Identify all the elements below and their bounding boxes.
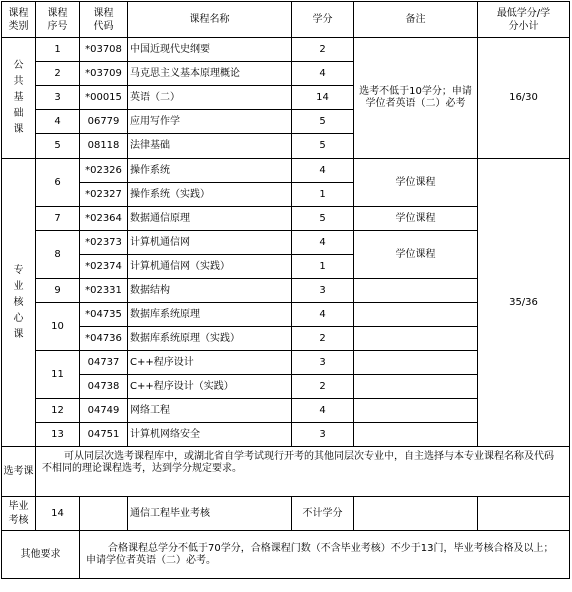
row-seq: 5 (36, 134, 80, 159)
row-code: *03709 (80, 62, 128, 86)
header-seq: 课程序号 (36, 2, 80, 38)
remark-empty (354, 327, 478, 351)
row-credit: 2 (292, 327, 354, 351)
row-code: *03708 (80, 38, 128, 62)
row-name: 计算机通信网（实践） (128, 255, 292, 279)
row-seq: 9 (36, 279, 80, 303)
row-seq: 10 (36, 303, 80, 351)
row-name: 中国近现代史纲要 (128, 38, 292, 62)
row-credit: 3 (292, 423, 354, 447)
row-name: 数据结构 (128, 279, 292, 303)
row-code: 04738 (80, 375, 128, 399)
degree-remark: 学位课程 (354, 159, 478, 207)
public-min: 16/30 (478, 38, 570, 159)
remark-empty (354, 423, 478, 447)
core-min: 35/36 (478, 159, 570, 447)
row-name: 数据库系统原理 (128, 303, 292, 327)
row-credit: 4 (292, 62, 354, 86)
other-label: 其他要求 (2, 531, 80, 579)
row-code: 06779 (80, 110, 128, 134)
row-name: 操作系统 (128, 159, 292, 183)
other-row (2, 531, 570, 579)
remark-empty (354, 375, 478, 399)
row-code: *02326 (80, 159, 128, 183)
row-name: C++程序设计 (128, 351, 292, 375)
row-code: *04735 (80, 303, 128, 327)
row-code: 04751 (80, 423, 128, 447)
row-seq: 12 (36, 399, 80, 423)
row-code: *04736 (80, 327, 128, 351)
graduation-name: 通信工程毕业考核 (128, 497, 292, 531)
row-seq: 2 (36, 62, 80, 86)
degree-remark: 学位课程 (354, 231, 478, 279)
row-credit: 1 (292, 183, 354, 207)
row-name: 应用写作学 (128, 110, 292, 134)
row-code: 04749 (80, 399, 128, 423)
row-seq: 3 (36, 86, 80, 110)
header-code: 课程代码 (80, 2, 128, 38)
row-credit: 2 (292, 375, 354, 399)
row-credit: 4 (292, 399, 354, 423)
public-category: 公共基础课 (2, 38, 36, 159)
row-name: 数据库系统原理（实践） (128, 327, 292, 351)
row-name: 马克思主义基本原理概论 (128, 62, 292, 86)
elective-row (2, 447, 570, 497)
row-code: *02374 (80, 255, 128, 279)
elective-label: 选考课 (2, 447, 36, 497)
graduation-code (80, 497, 128, 531)
remark-empty (354, 303, 478, 327)
row-credit: 4 (292, 303, 354, 327)
row-code: *02327 (80, 183, 128, 207)
row-credit: 5 (292, 110, 354, 134)
row-seq: 11 (36, 351, 80, 399)
row-credit: 3 (292, 351, 354, 375)
row-code: 08118 (80, 134, 128, 159)
elective-text: 可从同层次选考课程库中，或湖北省自学考试现行开考的其他同层次专业中，自主选择与本专业课程名称及代码不相同的理论课程选考，达到学分规定要求。 (36, 447, 570, 497)
row-code: *02373 (80, 231, 128, 255)
header-credit: 学分 (292, 2, 354, 38)
graduation-remark (354, 497, 478, 531)
header-row (2, 2, 570, 38)
row-credit: 5 (292, 207, 354, 231)
remark-empty (354, 351, 478, 375)
row-name: C++程序设计（实践） (128, 375, 292, 399)
public-remark: 选考不低于10学分；申请学位者英语（二）必考 (354, 38, 478, 159)
header-min: 最低学分/学分小计 (478, 2, 570, 38)
row-credit: 2 (292, 38, 354, 62)
row-credit: 14 (292, 86, 354, 110)
degree-remark: 学位课程 (354, 207, 478, 231)
row-name: 计算机网络安全 (128, 423, 292, 447)
row-name: 英语（二） (128, 86, 292, 110)
table-row (2, 159, 570, 183)
core-category: 专业核心课 (2, 159, 36, 447)
header-name: 课程名称 (128, 2, 292, 38)
row-seq: 4 (36, 110, 80, 134)
row-name: 法律基础 (128, 134, 292, 159)
row-credit: 4 (292, 231, 354, 255)
graduation-credit: 不计学分 (292, 497, 354, 531)
graduation-seq: 14 (36, 497, 80, 531)
row-code: 04737 (80, 351, 128, 375)
row-credit: 5 (292, 134, 354, 159)
curriculum-table (1, 1, 570, 579)
row-name: 操作系统（实践） (128, 183, 292, 207)
graduation-row (2, 497, 570, 531)
row-credit: 3 (292, 279, 354, 303)
row-seq: 7 (36, 207, 80, 231)
row-seq: 8 (36, 231, 80, 279)
row-name: 数据通信原理 (128, 207, 292, 231)
row-code: *00015 (80, 86, 128, 110)
row-name: 计算机通信网 (128, 231, 292, 255)
table-row (2, 38, 570, 62)
row-credit: 1 (292, 255, 354, 279)
header-category: 课程类别 (2, 2, 36, 38)
remark-empty (354, 279, 478, 303)
row-seq: 1 (36, 38, 80, 62)
graduation-min (478, 497, 570, 531)
row-seq: 6 (36, 159, 80, 207)
row-code: *02331 (80, 279, 128, 303)
header-remark: 备注 (354, 2, 478, 38)
row-credit: 4 (292, 159, 354, 183)
graduation-label: 毕业考核 (2, 497, 36, 531)
remark-empty (354, 399, 478, 423)
other-text: 合格课程总学分不低于70学分，合格课程门数（不含毕业考核）不少于13门，毕业考核合格及以上；申请学位者英语（二）必考。 (80, 531, 570, 579)
row-code: *02364 (80, 207, 128, 231)
row-name: 网络工程 (128, 399, 292, 423)
row-seq: 13 (36, 423, 80, 447)
